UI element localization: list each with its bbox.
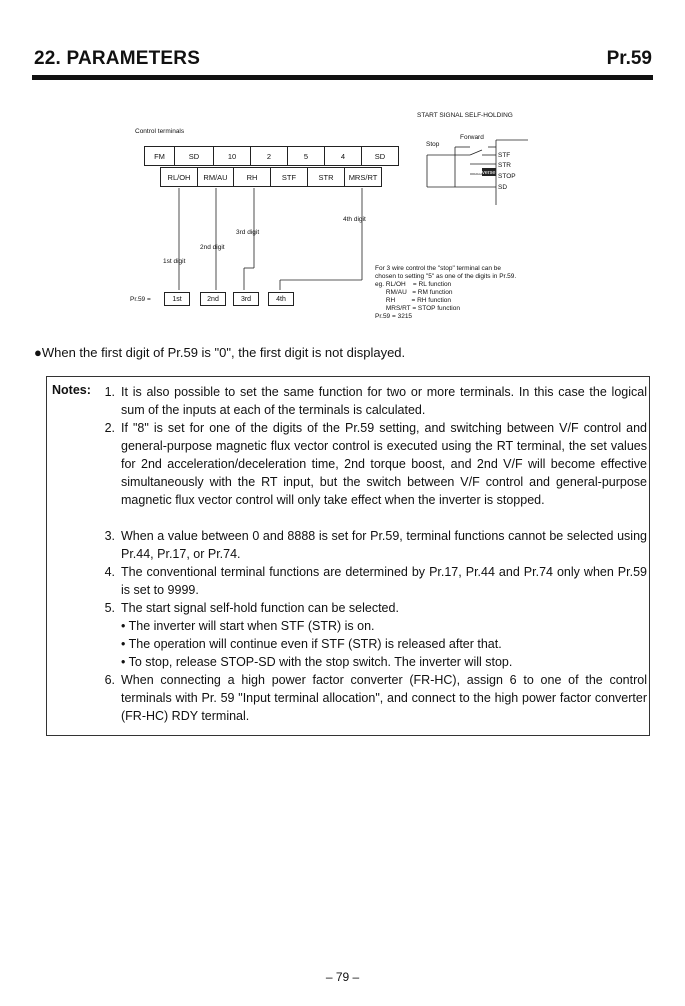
note-text: If "8" is set for one of the digits of the Pr.59 setting, and switching between V/F control and general-purpose magnetic flux vector control is executed using the RT terminal, the set values for 2nd acceleration/deceleration time, 2nd torque boost, and 2nd V/F will become effective simultaneously with the RT input, but the switch between V/F control and general-purpose magnetic flux vector control will only take effect when the inverter is stopped.: [121, 421, 647, 507]
note-subitem: • The inverter will start when STF (STR) is on.: [121, 619, 375, 633]
function-note-line: eg. RL/OH = RL function: [375, 281, 452, 288]
digit-box: 2nd: [200, 292, 226, 306]
function-note-line: RM/AU = RM function: [375, 289, 453, 296]
digit-label: 1st digit: [163, 258, 186, 265]
terminal-cell: FM: [144, 146, 175, 166]
digit-label: 4th digit: [343, 216, 366, 223]
sh-terminal: STF: [498, 152, 511, 159]
note-text: When connecting a high power factor converter (FR-HC), assign 6 to one of the control terminals with Pr. 59 "Input terminal allocation", and connect to the high power factor converter (FR-HC) RDY terminal.: [121, 673, 647, 723]
terminal-cell: 5: [287, 146, 325, 166]
digit-label: 3rd digit: [236, 229, 260, 236]
digit-box: 1st: [164, 292, 190, 306]
section-title: 22. PARAMETERS: [34, 48, 201, 69]
function-note: [375, 265, 516, 321]
forward-label: Forward: [460, 134, 484, 141]
bullet-note: [34, 345, 405, 360]
sh-terminal: SD: [498, 184, 508, 191]
function-note-line: MRS/RT = STOP function: [375, 305, 460, 312]
terminal-cell: SD: [174, 146, 214, 166]
function-note-line: chosen to setting "5" as one of the digits in Pr.59.: [375, 273, 517, 280]
note-number: 1.: [104, 385, 115, 399]
control-terminals-label: Control terminals: [135, 128, 185, 135]
terminal-cell: 10: [213, 146, 251, 166]
note-subitem: • To stop, release STOP-SD with the stop switch. The inverter will stop.: [121, 655, 513, 669]
terminal-cell: STR: [307, 167, 345, 187]
terminal-cell: RH: [233, 167, 271, 187]
function-note-line: For 3 wire control the "stop" terminal can be: [375, 265, 502, 272]
pr59-label: Pr.59 =: [130, 296, 151, 303]
notes-label: Notes:: [52, 383, 91, 397]
sh-terminal: STOP: [498, 173, 516, 180]
reverse-label: Reverse: [475, 170, 496, 176]
note-text: It is also possible to set the same function for two or more terminals. In this case the logical sum of the inputs at each of the terminals is calculated.: [121, 385, 647, 417]
self-holding-title: START SIGNAL SELF-HOLDING: [417, 112, 513, 119]
diagram-lines: [0, 0, 685, 340]
function-note-line: Pr.59 = 3215: [375, 313, 413, 320]
digit-box: 3rd: [233, 292, 259, 306]
note-number: 4.: [104, 565, 115, 579]
parameter-label: Pr.59: [606, 48, 652, 69]
bullet-icon: ●: [34, 345, 42, 360]
note-text: The conventional terminal functions are determined by Pr.17, Pr.44 and Pr.74 only when Pr.59 is set to 9999.: [121, 565, 647, 597]
terminal-cell: RL/OH: [160, 167, 198, 187]
function-note-line: RH = RH function: [375, 297, 452, 304]
page-number: – 79 –: [325, 970, 360, 984]
terminal-cell: STF: [270, 167, 308, 187]
terminal-cell: 4: [324, 146, 362, 166]
note-text: The start signal self-hold function can be selected.: [121, 601, 399, 615]
note-subitem: • The operation will continue even if STF (STR) is released after that.: [121, 637, 502, 651]
bullet-text: When the first digit of Pr.59 is "0", the first digit is not displayed.: [41, 345, 406, 360]
terminal-cell: SD: [361, 146, 399, 166]
note-number: 5.: [104, 601, 115, 615]
notes-box: [46, 376, 650, 736]
digit-box: 4th: [268, 292, 294, 306]
terminal-cell: RM/AU: [197, 167, 234, 187]
stop-label: Stop: [426, 141, 440, 148]
digit-label: 2nd digit: [200, 244, 225, 251]
sh-terminal: STR: [498, 162, 511, 169]
note-number: 6.: [104, 673, 115, 687]
note-number: 2.: [104, 421, 115, 435]
terminal-cell: 2: [250, 146, 288, 166]
terminal-cell: MRS/RT: [344, 167, 382, 187]
note-number: 3.: [104, 529, 115, 543]
note-text: When a value between 0 and 8888 is set for Pr.59, terminal functions cannot be selected using Pr.44, Pr.17, or Pr.74.: [121, 529, 647, 561]
